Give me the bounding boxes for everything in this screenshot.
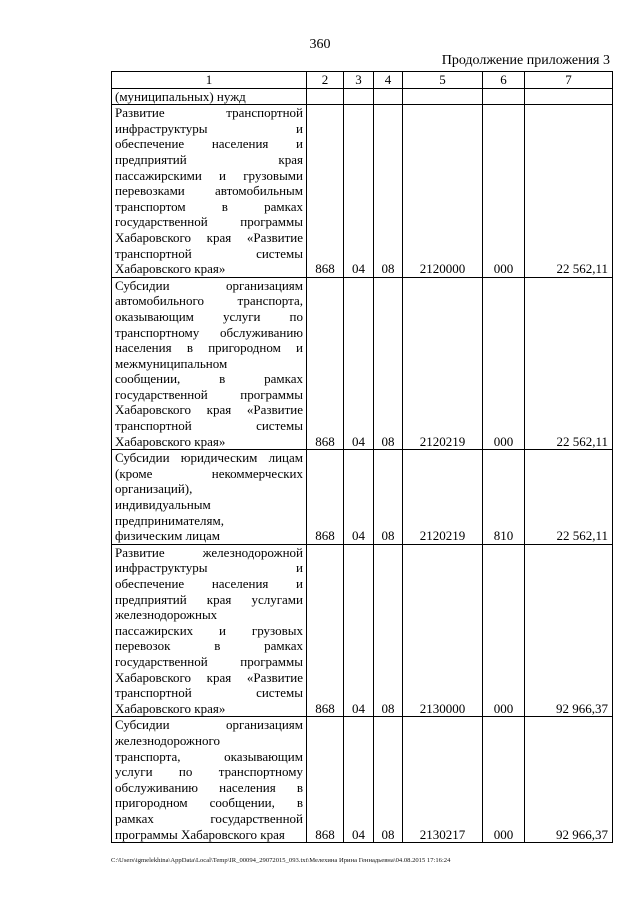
item-name-line: транспортному обслуживанию (115, 324, 303, 340)
subsection-cell: 08 (374, 717, 403, 843)
subsection-cell: 08 (374, 450, 403, 545)
header-cell: 6 (483, 72, 525, 89)
item-name-line: (кроме некоммерческих (115, 465, 303, 481)
item-name-line: инфраструктуры и (115, 560, 303, 576)
item-name-line: обеспечение населения и (115, 576, 303, 591)
item-name-line: перевозок в рамках (115, 638, 303, 654)
item-name-line: железнодорожных (115, 607, 218, 623)
expense-type-cell: 000 (483, 277, 525, 450)
item-name-line: программы Хабаровского края (115, 826, 285, 842)
item-name-line: автомобильного транспорта, (115, 293, 303, 309)
item-name-line: предпринимателям, (115, 512, 224, 528)
item-name-line: обслуживанию населения в (115, 779, 303, 795)
amount-cell: 92 966,37 (525, 544, 613, 717)
subsection-cell: 08 (374, 105, 403, 278)
subsection-cell (374, 88, 403, 105)
target-article-cell: 2130000 (403, 544, 483, 717)
item-name-line: государственной программы (115, 653, 303, 669)
item-name-cell (112, 544, 307, 717)
page-number: 360 (309, 37, 331, 52)
item-name-line: услуги по транспортному (115, 764, 303, 780)
amount-cell: 22 562,11 (525, 450, 613, 545)
item-name-line: Развитие транспортной (115, 105, 303, 121)
item-name-line: физическим лицам (115, 528, 221, 544)
section-cell: 04 (344, 450, 374, 545)
item-name-line: рамках государственной (115, 810, 303, 826)
section-cell: 04 (344, 277, 374, 450)
target-article-cell (403, 88, 483, 105)
budget-table (111, 71, 613, 843)
item-name-line: (муниципальных) нужд (115, 88, 246, 104)
item-name-line: железнодорожного (115, 732, 220, 748)
item-name-line: пассажирскими и грузовыми (115, 167, 303, 183)
item-name-line: индивидуальным (115, 497, 211, 513)
item-name-line: обеспечение населения и (115, 136, 303, 152)
item-name-line: транспортной системы (115, 418, 303, 434)
section-cell: 04 (344, 105, 374, 278)
item-name-line: транспорта, оказывающим (115, 748, 303, 764)
item-name-line: транспортной системы (115, 245, 303, 261)
item-name-line: перевозками автомобильным (115, 183, 303, 199)
admin-code-cell: 868 (307, 277, 344, 450)
admin-code-cell: 868 (307, 717, 344, 843)
item-name-line: межмуниципальном (115, 355, 228, 371)
table-row (112, 450, 613, 545)
item-name-line: Хабаровского края» (115, 700, 226, 716)
target-article-cell: 2130217 (403, 717, 483, 843)
header-cell: 4 (374, 72, 403, 89)
header-cell: 3 (344, 72, 374, 89)
item-name-line: Хабаровского края» (115, 261, 226, 277)
item-name-cell (112, 450, 307, 545)
table-row (112, 88, 613, 105)
admin-code-cell: 868 (307, 105, 344, 278)
amount-cell: 92 966,37 (525, 717, 613, 843)
subsection-cell: 08 (374, 544, 403, 717)
item-name-line: инфраструктуры и (115, 120, 303, 136)
table-row (112, 717, 613, 843)
item-name-line: государственной программы (115, 386, 303, 402)
section-cell: 04 (344, 544, 374, 717)
amount-cell: 22 562,11 (525, 277, 613, 450)
item-name-line: организаций), (115, 481, 193, 497)
item-name-cell (112, 88, 307, 105)
item-name-cell (112, 105, 307, 278)
amount-cell: 22 562,11 (525, 105, 613, 278)
expense-type-cell: 000 (483, 717, 525, 843)
item-name-line: Субсидии организациям (115, 717, 303, 733)
item-name-cell (112, 717, 307, 843)
item-name-line: Хабаровского края «Развитие (115, 402, 303, 418)
target-article-cell: 2120000 (403, 105, 483, 278)
admin-code-cell (307, 88, 344, 105)
item-name-line: предприятий края (115, 151, 303, 167)
expense-type-cell: 000 (483, 105, 525, 278)
table-row (112, 277, 613, 450)
item-name-line: Хабаровского края «Развитие (115, 669, 303, 685)
item-name-line: оказывающим услуги по (115, 308, 303, 324)
section-cell: 04 (344, 717, 374, 843)
expense-type-cell: 810 (483, 450, 525, 545)
item-name-line: Хабаровского края» (115, 433, 226, 449)
header-cell: 2 (307, 72, 344, 89)
item-name-line: предприятий края услугами (115, 591, 303, 607)
expense-type-cell: 000 (483, 544, 525, 717)
item-name-line: сообщении, в рамках (115, 371, 303, 387)
expense-type-cell (483, 88, 525, 105)
item-name-line: пассажирских и грузовых (115, 622, 303, 638)
section-cell (344, 88, 374, 105)
table-row (112, 544, 613, 717)
item-name-line: Развитие железнодорожной (115, 544, 303, 560)
target-article-cell: 2120219 (403, 277, 483, 450)
item-name-line: пригородном сообщении, в (115, 795, 303, 811)
item-name-line: Субсидии юридическим лицам (115, 450, 303, 466)
item-name-line: транспортом в рамках (115, 198, 303, 214)
header-cell: 1 (112, 72, 307, 89)
item-name-line: населения в пригородном и (115, 340, 303, 356)
column-number-row (112, 72, 613, 89)
header-cell: 7 (525, 72, 613, 89)
subsection-cell: 08 (374, 277, 403, 450)
item-name-line: государственной программы (115, 214, 303, 230)
amount-cell (525, 88, 613, 105)
item-name-cell (112, 277, 307, 450)
item-name-line: транспортной системы (115, 685, 303, 701)
header-cell: 5 (403, 72, 483, 89)
file-path-footer: C:\Users\igmelekhina\AppData\Local\Temp\IR_00094_29072015_093.txt\Мелехина Ирина Геннадьевна\04.08.2015 17:16:24 (111, 857, 451, 864)
item-name-line: Хабаровского края «Развитие (115, 229, 303, 245)
admin-code-cell: 868 (307, 544, 344, 717)
item-name-line: Субсидии организациям (115, 277, 303, 293)
target-article-cell: 2120219 (403, 450, 483, 545)
continuation-caption: Продолжение приложения 3 (441, 53, 610, 68)
table-row (112, 105, 613, 278)
admin-code-cell: 868 (307, 450, 344, 545)
